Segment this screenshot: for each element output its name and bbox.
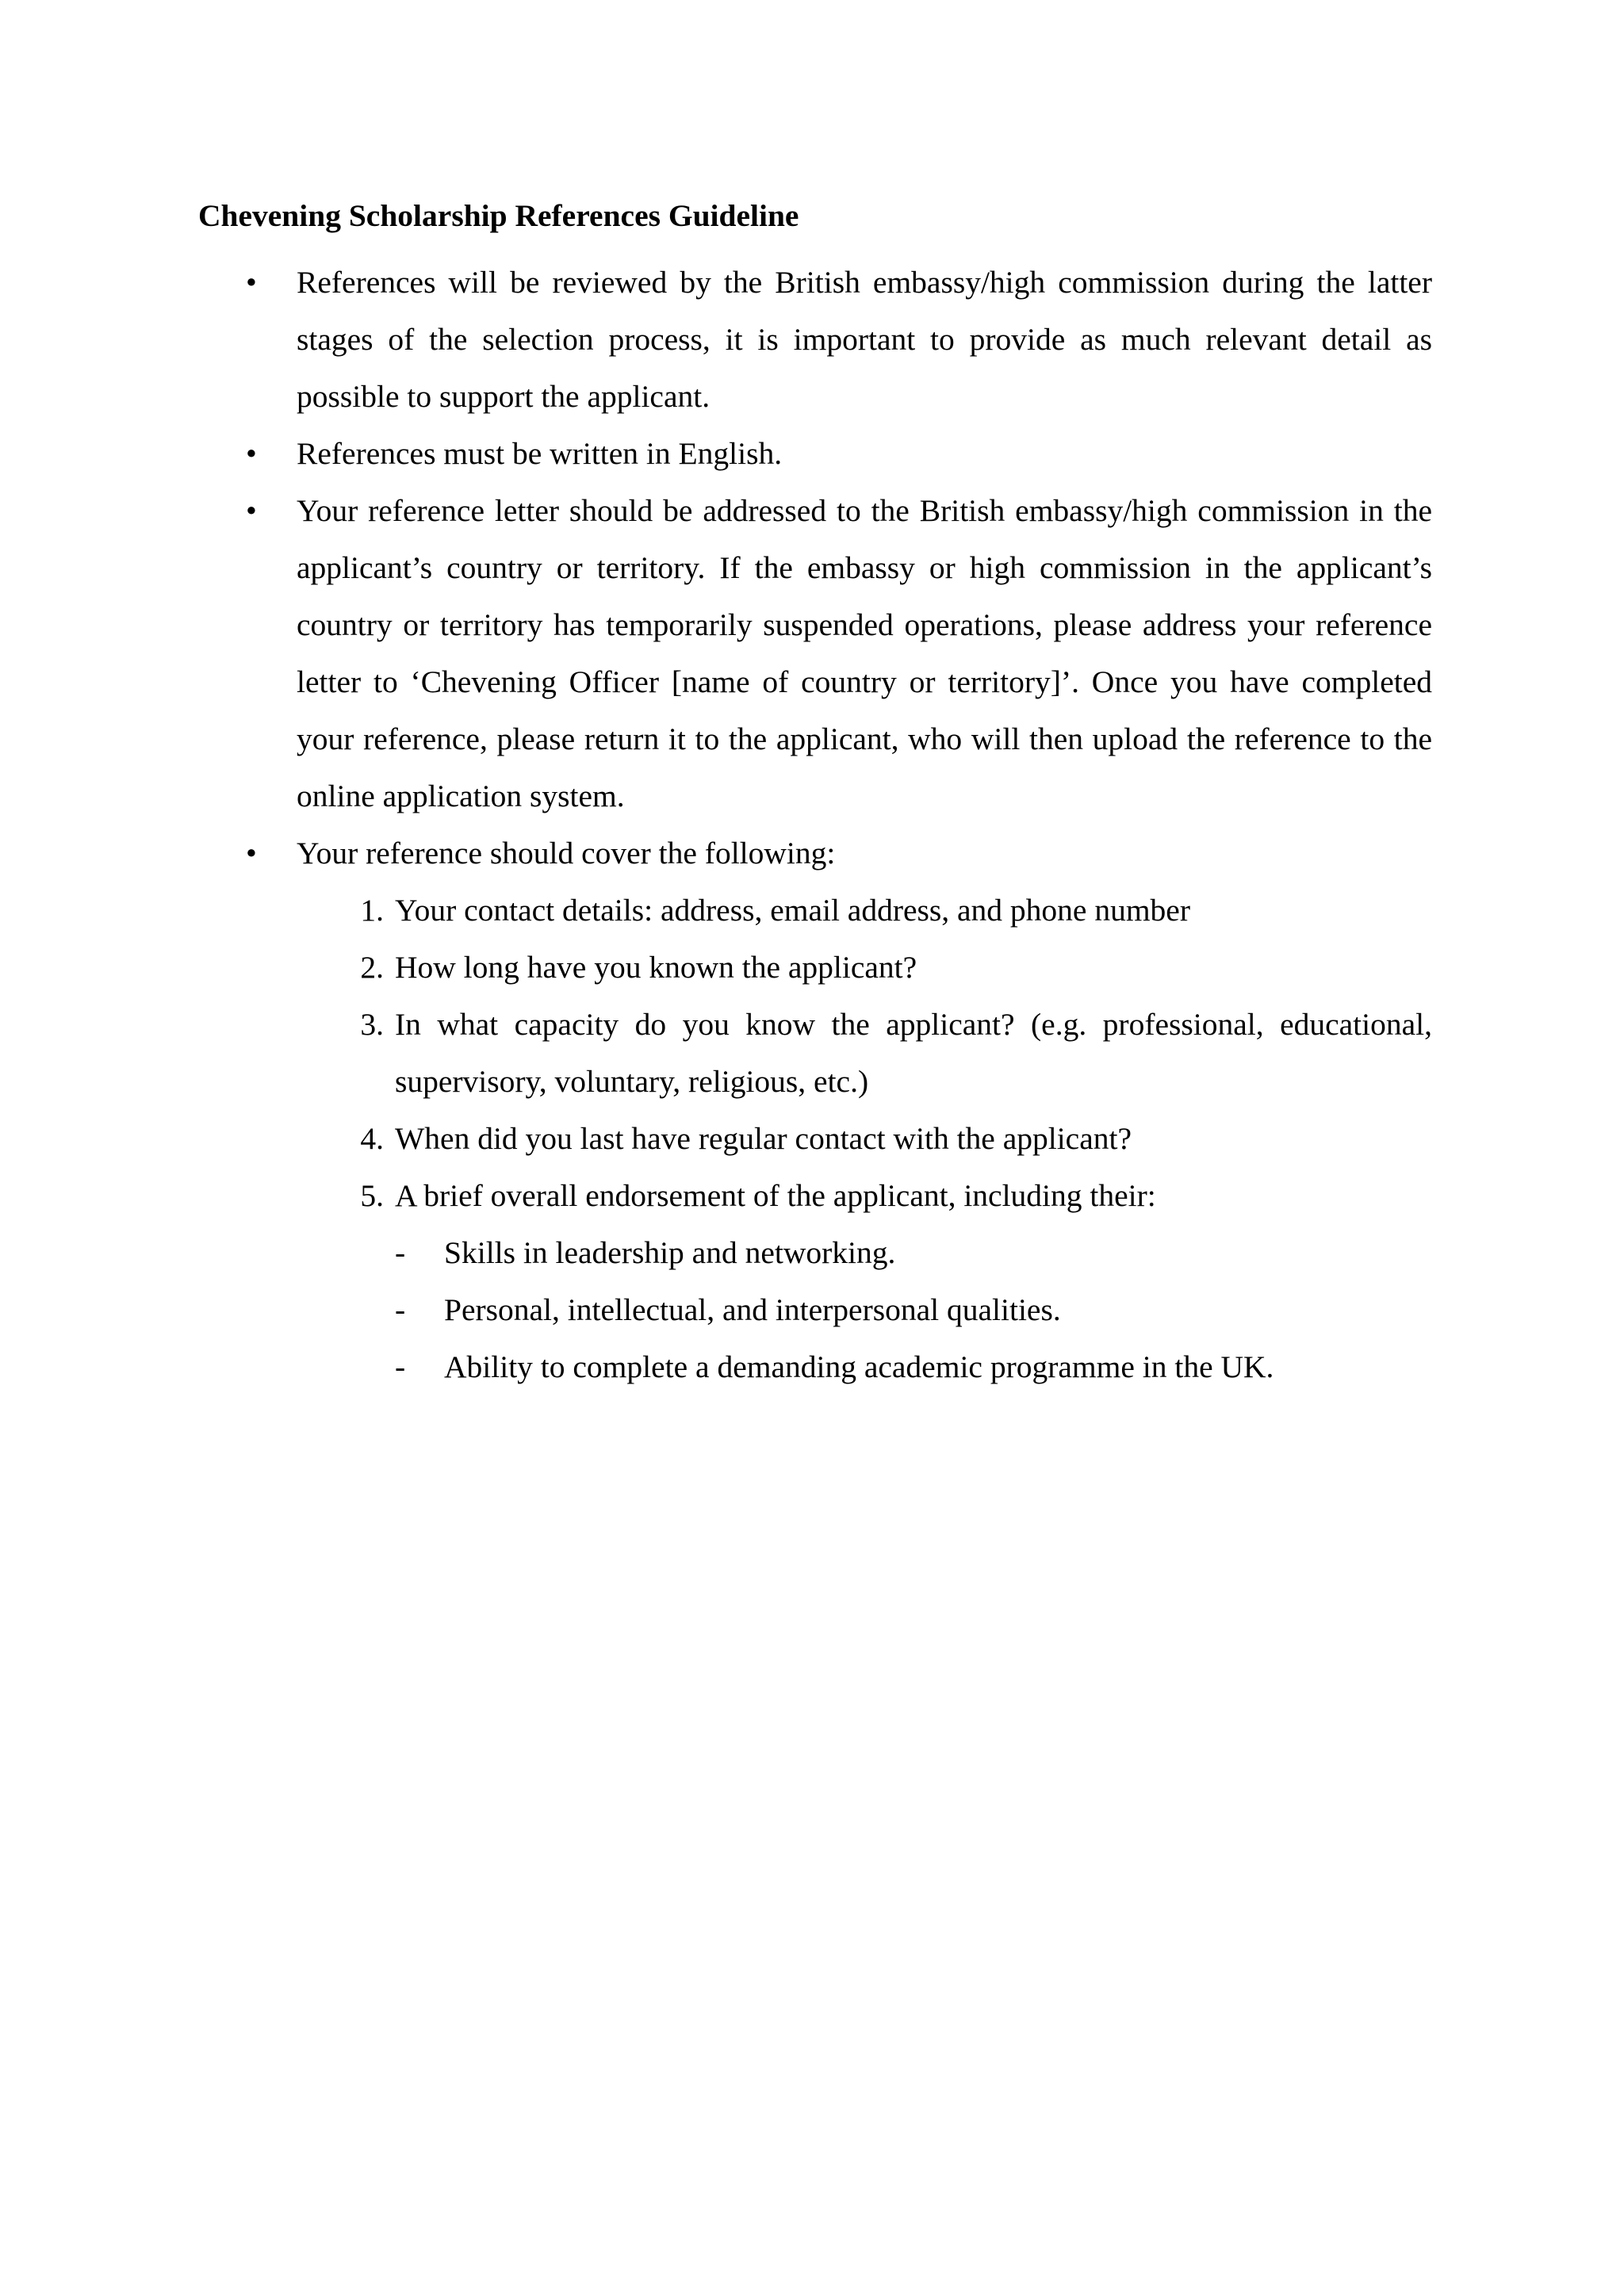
bullet-item xyxy=(198,825,1432,1395)
numbered-text: In what capacity do you know the applicant? (e.g. professional, educational, supervisory, voluntary, religious, etc.) xyxy=(395,1007,1432,1099)
numbered-item xyxy=(297,939,1432,996)
bullet-text: References must be written in English. xyxy=(297,436,783,471)
numbered-item xyxy=(297,996,1432,1110)
dash-item xyxy=(395,1338,1432,1395)
numbered-text: Your contact details: address, email address, and phone number xyxy=(395,893,1190,928)
bullet-item xyxy=(198,482,1432,825)
bullet-icon: • xyxy=(246,436,257,471)
bullet-icon: • xyxy=(246,836,257,871)
bullet-list xyxy=(198,254,1432,1395)
bullet-item xyxy=(198,425,1432,482)
document-title: Chevening Scholarship References Guideline xyxy=(198,198,799,233)
number-label: 2. xyxy=(360,950,384,985)
document-content xyxy=(198,197,1432,1395)
numbered-item xyxy=(297,1110,1432,1167)
dash-icon: - xyxy=(395,1349,406,1384)
dash-text: Personal, intellectual, and interpersonal qualities. xyxy=(444,1292,1061,1327)
bullet-text: Your reference should cover the following: xyxy=(297,836,836,871)
dash-icon: - xyxy=(395,1292,406,1327)
dash-text: Ability to complete a demanding academic programme in the UK. xyxy=(444,1349,1274,1384)
numbered-text: How long have you known the applicant? xyxy=(395,950,917,985)
numbered-item xyxy=(297,1167,1432,1395)
dash-text: Skills in leadership and networking. xyxy=(444,1235,896,1270)
dash-item xyxy=(395,1281,1432,1338)
numbered-text: When did you last have regular contact with the applicant? xyxy=(395,1121,1132,1156)
number-label: 4. xyxy=(360,1121,384,1156)
bullet-icon: • xyxy=(246,493,257,528)
bullet-text: References will be reviewed by the British embassy/high commission during the latter stages of the selection process, it is important to provide as much relevant detail as possible to support the applicant. xyxy=(297,265,1432,414)
number-label: 1. xyxy=(360,893,384,928)
numbered-list xyxy=(297,882,1432,1395)
numbered-item xyxy=(297,882,1432,939)
bullet-icon: • xyxy=(246,265,257,300)
bullet-text: Your reference letter should be addressed to the British embassy/high commission in the applicant’s country or territory. If the embassy or high commission in the applicant’s country or territory has temporarily suspended operations, please address your reference letter to ‘Chevening Officer [name of country or territory]’. Once you have completed your reference, please return it to the applicant, who will then upload the reference to the online application system. xyxy=(297,493,1432,813)
bullet-item xyxy=(198,254,1432,425)
dash-list xyxy=(395,1224,1432,1395)
numbered-text: A brief overall endorsement of the applicant, including their: xyxy=(395,1178,1156,1213)
dash-icon: - xyxy=(395,1235,406,1270)
dash-item xyxy=(395,1224,1432,1281)
number-label: 3. xyxy=(360,1007,384,1042)
number-label: 5. xyxy=(360,1178,384,1213)
